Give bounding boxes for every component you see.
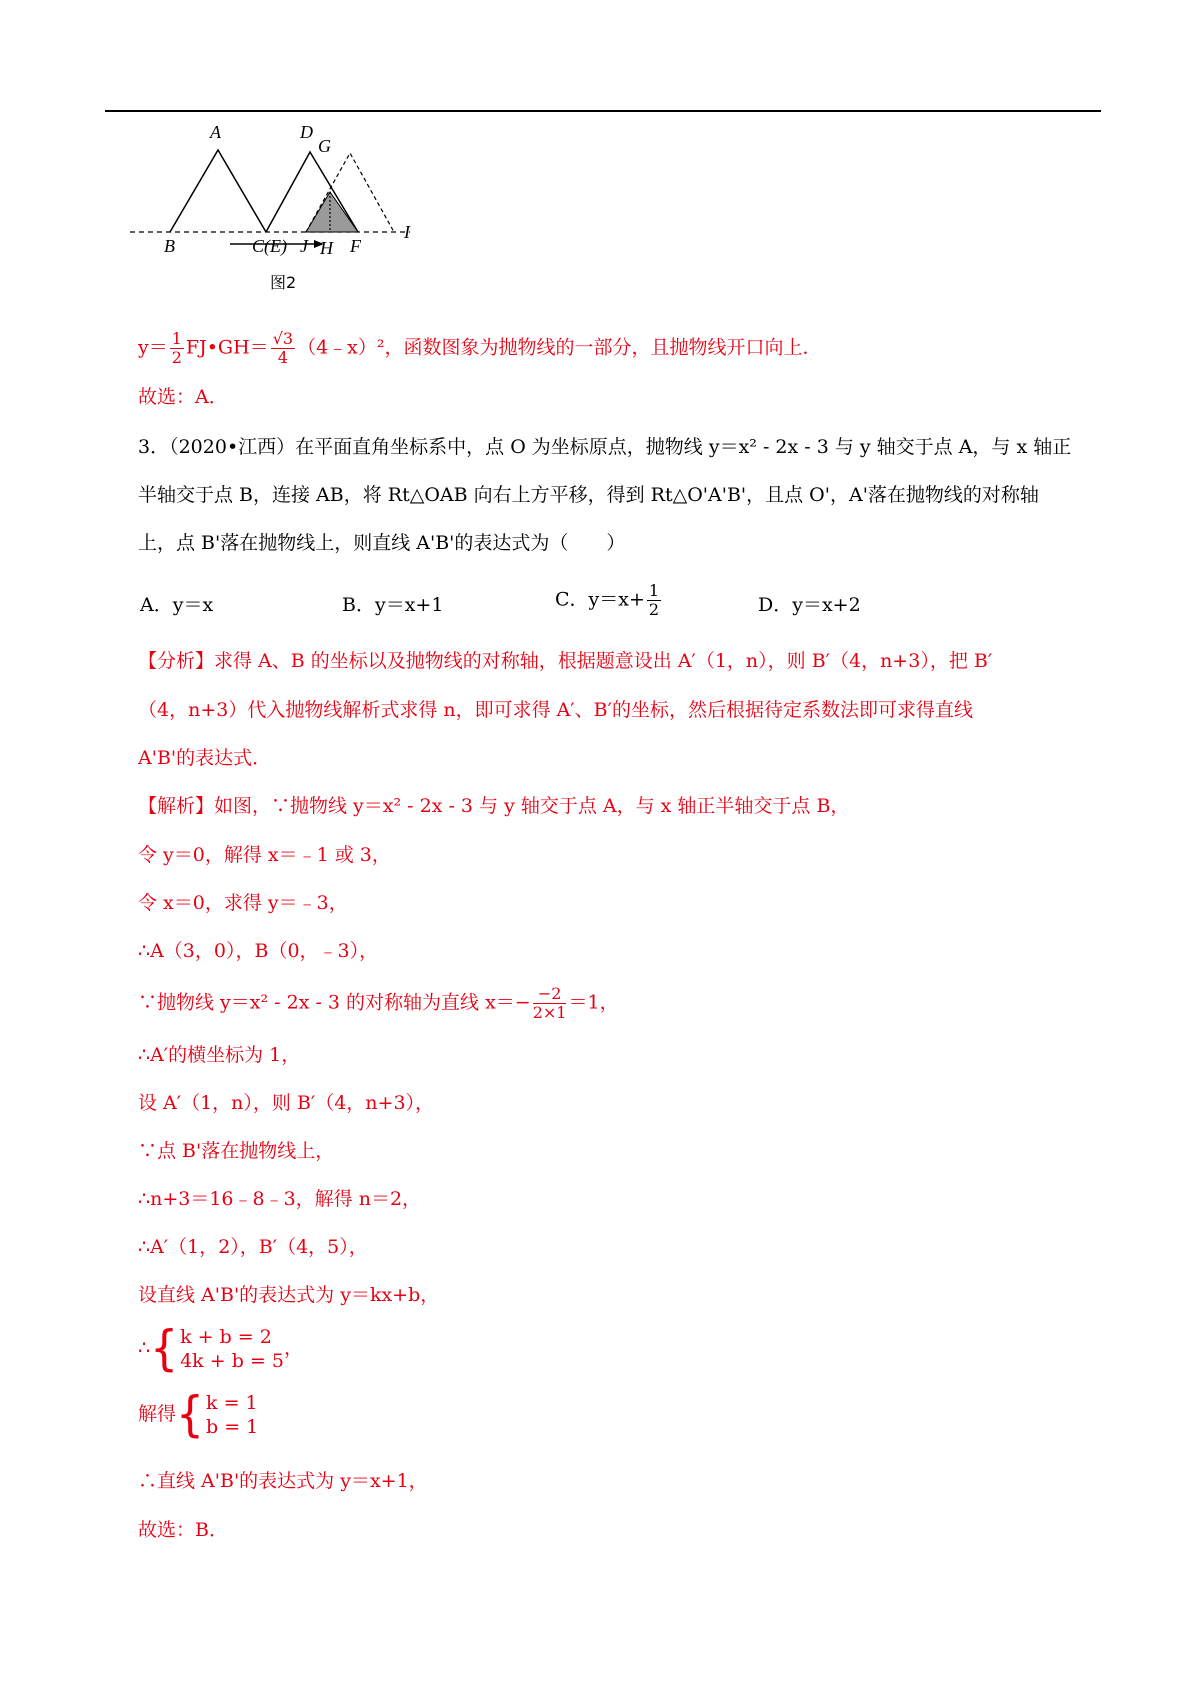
header-rule xyxy=(105,110,1101,112)
solution-l8: ∵点 B'落在抛物线上， xyxy=(138,1140,335,1162)
analysis-line2: （4，n+3）代入抛物线解析式求得 n，即可求得 A′、B′的坐标，然后根据待定系数法即可求得直线 xyxy=(138,699,973,721)
prev-tail: （4﹣x）²，函数图象为抛物线的一部分，且抛物线开口向上． xyxy=(297,336,822,359)
solution-l9: ∴n+3＝16﹣8﹣3，解得 n＝2， xyxy=(138,1188,422,1210)
label-a: A xyxy=(210,122,221,142)
system1-row1: k + b = 2 xyxy=(180,1326,272,1348)
system1-row2: 4k + b = 5 xyxy=(180,1350,284,1372)
option-d: D．y＝x+2 xyxy=(758,594,861,616)
label-h: H xyxy=(320,238,333,258)
prev-y: y＝ xyxy=(138,336,168,359)
solution-l3: 令 x＝0，求得 y＝﹣3， xyxy=(138,892,348,914)
figure-caption: 图2 xyxy=(270,273,297,292)
figure-2 xyxy=(130,120,470,300)
frac-sqrt3-den: 4 xyxy=(277,348,288,367)
solution-l2: 令 y＝0，解得 x＝﹣1 或 3， xyxy=(138,844,391,866)
option-c-frac xyxy=(647,582,661,619)
frac-sqrt3-num: √3 xyxy=(272,329,294,348)
solution-l12 xyxy=(138,1320,303,1377)
label-i: I xyxy=(404,222,410,242)
option-a: A．y＝x xyxy=(140,594,214,616)
label-b: B xyxy=(164,236,175,256)
label-g: G xyxy=(318,136,331,156)
prev-fjgh: FJ•GH＝ xyxy=(185,336,269,359)
solution-l5-num: −2 xyxy=(533,985,567,1004)
solution-l7: 设 A′（1，n），则 B′（4，n+3）， xyxy=(138,1092,435,1114)
left-brace-icon: { xyxy=(150,1320,179,1377)
solution-l5-prefix: ∵抛物线 y＝x² - 2x - 3 的对称轴为直线 x＝− xyxy=(138,991,531,1014)
option-c xyxy=(555,582,663,619)
option-c-num: 1 xyxy=(648,581,660,600)
solution-l5-den: 2×1 xyxy=(532,1003,567,1022)
system2-row2: b = 1 xyxy=(206,1416,259,1438)
analysis-line3: A'B'的表达式． xyxy=(138,747,272,769)
solution-l6: ∴A′的横坐标为 1， xyxy=(138,1044,301,1066)
solution-l12-prefix: ∴ xyxy=(138,1337,151,1359)
frac-sqrt3-4 xyxy=(271,330,295,367)
label-j: J xyxy=(300,236,308,256)
solution-l5 xyxy=(138,985,619,1022)
solution-l12-suffix: ， xyxy=(283,1337,303,1359)
solution-l13-prefix: 解得 xyxy=(138,1403,177,1425)
q3-line2: 半轴交于点 B，连接 AB，将 Rt△OAB 向右上方平移，得到 Rt△O'A'B'，且点 O'，A'落在抛物线的对称轴 xyxy=(138,484,1039,506)
solution-l4: ∴A（3，0），B（0，﹣3）， xyxy=(138,940,379,962)
prev-formula-line xyxy=(138,330,822,367)
option-c-prefix: C．y＝x+ xyxy=(555,588,645,611)
label-d: D xyxy=(300,122,313,142)
solution-l5-frac xyxy=(533,985,567,1022)
system2-row1: k = 1 xyxy=(206,1392,258,1414)
equation-system-1 xyxy=(180,1325,284,1373)
shaded-region xyxy=(306,192,358,232)
solution-l5-suffix: ＝1， xyxy=(568,991,619,1014)
option-b: B．y＝x+1 xyxy=(342,594,444,616)
frac-half-num: 1 xyxy=(171,329,182,348)
analysis-line1: 【分析】求得 A、B 的坐标以及抛物线的对称轴，根据题意设出 A′（1，n），则 B′（4，n+3），把 B′ xyxy=(138,650,993,672)
solution-l1: 【解析】如图，∵抛物线 y＝x² - 2x - 3 与 y 轴交于点 A，与 x 轴正半轴交于点 B， xyxy=(138,795,850,817)
option-c-den: 2 xyxy=(648,600,660,619)
q3-line1: 3．（2020•江西）在平面直角坐标系中，点 O 为坐标原点，抛物线 y＝x² - 2x - 3 与 y 轴交于点 A，与 x 轴正 xyxy=(138,436,1072,458)
left-brace-icon: { xyxy=(176,1386,205,1443)
q3-line3: 上，点 B'落在抛物线上，则直线 A'B'的表达式为（ ） xyxy=(138,532,626,554)
solution-l14: ∴直线 A'B'的表达式为 y＝x+1， xyxy=(138,1470,428,1492)
equation-system-2 xyxy=(206,1391,258,1439)
prev-answer: 故选：A． xyxy=(138,386,228,408)
frac-half-den: 2 xyxy=(171,348,182,367)
frac-half xyxy=(170,330,184,367)
solution-l15: 故选：B． xyxy=(138,1519,228,1541)
solution-l11: 设直线 A'B'的表达式为 y＝kx+b， xyxy=(138,1284,440,1306)
solution-l10: ∴A′（1，2），B′（4，5）， xyxy=(138,1236,368,1258)
label-f: F xyxy=(350,236,361,256)
solution-l13 xyxy=(138,1386,259,1443)
triangle-abc xyxy=(170,150,266,232)
label-ce: C(E) xyxy=(252,236,287,256)
